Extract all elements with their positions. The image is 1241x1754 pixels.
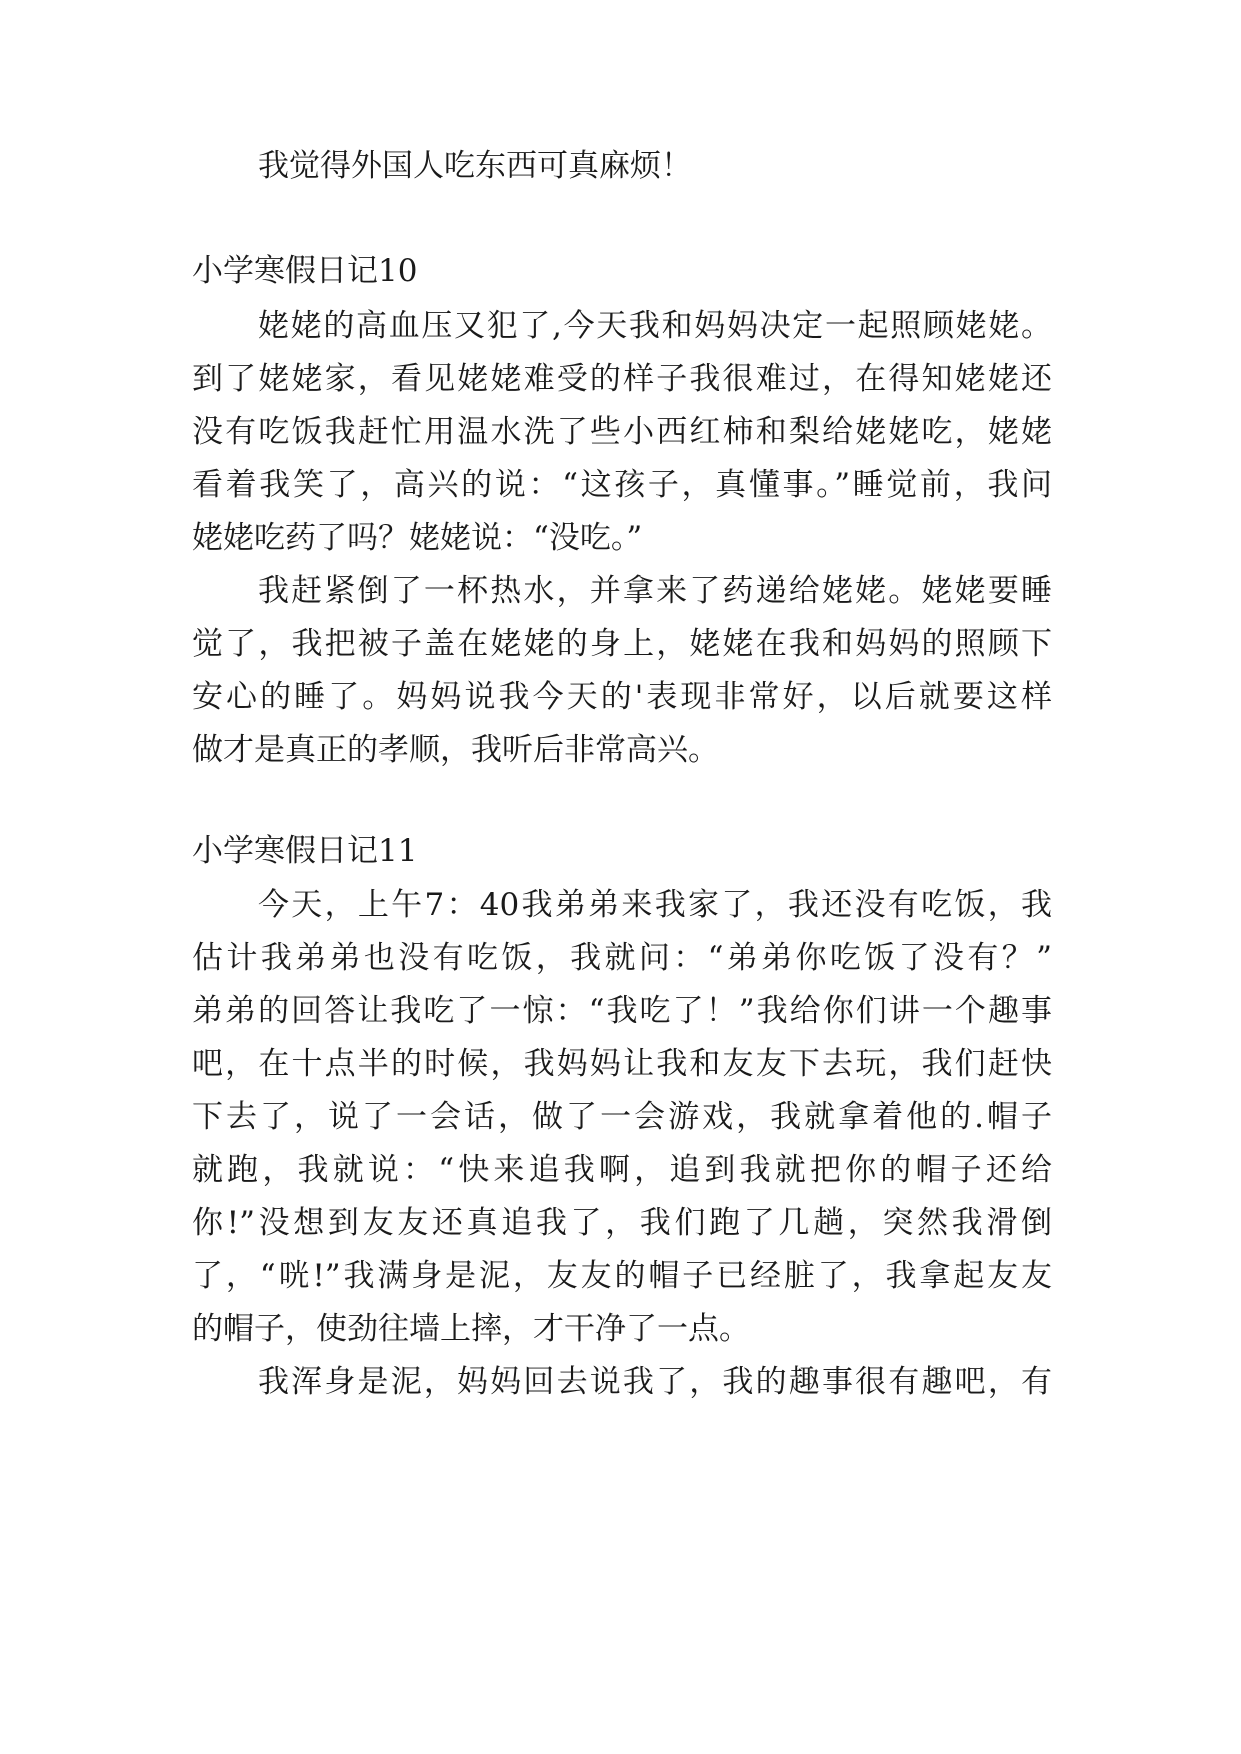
diary-10-p2-line-4: 做才是真正的孝顺，我听后非常高兴。 (192, 732, 719, 768)
diary-11-p1-line-4: 吧，在十点半的时候，我妈妈让我和友友下去玩，我们赶快 (192, 1046, 1052, 1082)
diary-10-p2-line-2: 觉了，我把被子盖在姥姥的身上，姥姥在我和妈妈的照顾下 (192, 626, 1052, 662)
diary-10-p1-line-5: 姥姥吃药了吗？姥姥说：“没吃。” (192, 520, 643, 556)
diary-11-p1-line-1: 今天，上午7：40我弟弟来我家了，我还没有吃饭，我 (258, 887, 1052, 923)
diary-10-p1-line-2: 到了姥姥家，看见姥姥难受的样子我很难过，在得知姥姥还 (192, 361, 1052, 397)
diary-11-heading: 小学寒假日记11 (192, 833, 418, 869)
diary-10-p1-line-4: 看着我笑了，高兴的说：“这孩子，真懂事。”睡觉前，我问 (192, 467, 1052, 503)
diary-10-heading: 小学寒假日记10 (192, 253, 418, 289)
diary-11-p2-line-1: 我浑身是泥，妈妈回去说我了，我的趣事很有趣吧，有 (258, 1364, 1052, 1400)
diary-11-p1-line-8: 了，“咣!”我满身是泥，友友的帽子已经脏了，我拿起友友 (192, 1258, 1052, 1294)
diary-11-p1-line-3: 弟弟的回答让我吃了一惊：“我吃了！”我给你们讲一个趣事 (192, 993, 1052, 1029)
diary-10-p1-line-1: 姥姥的高血压又犯了,今天我和妈妈决定一起照顾姥姥。 (258, 308, 1052, 344)
document-page (192, 0, 1052, 1754)
diary-11-p1-line-5: 下去了，说了一会话，做了一会游戏，我就拿着他的.帽子 (192, 1099, 1052, 1135)
diary-10-p2-line-3: 安心的睡了。妈妈说我今天的'表现非常好，以后就要这样 (192, 679, 1052, 715)
diary-10-p1-line-3: 没有吃饭我赶忙用温水洗了些小西红柿和梨给姥姥吃，姥姥 (192, 414, 1052, 450)
diary-11-p1-line-2: 估计我弟弟也没有吃饭，我就问：“弟弟你吃饭了没有？” (192, 940, 1052, 976)
intro-line: 我觉得外国人吃东西可真麻烦！ (258, 148, 692, 184)
diary-11-p1-line-7: 你!”没想到友友还真追我了，我们跑了几趟，突然我滑倒 (192, 1205, 1052, 1241)
diary-11-p1-line-9: 的帽子，使劲往墙上摔，才干净了一点。 (192, 1311, 750, 1347)
diary-10-p2-line-1: 我赶紧倒了一杯热水，并拿来了药递给姥姥。姥姥要睡 (258, 573, 1052, 609)
diary-11-p1-line-6: 就跑，我就说：“快来追我啊，追到我就把你的帽子还给 (192, 1152, 1052, 1188)
